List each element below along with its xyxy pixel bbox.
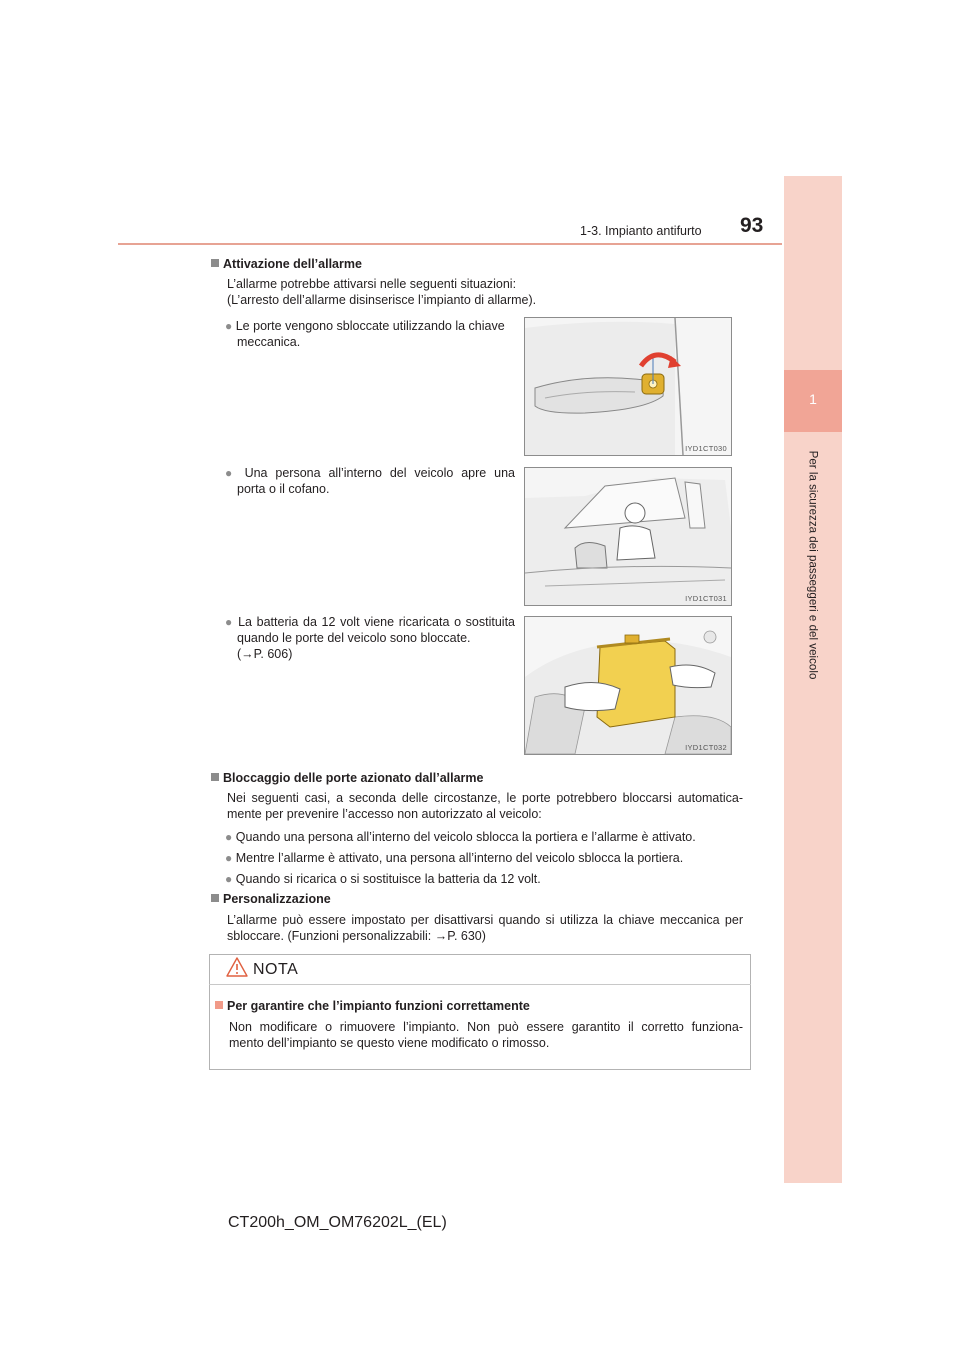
side-tab-band <box>784 176 842 1183</box>
note-text: Non modificare o rimuovere l’impianto. Non può essere garantito il corretto funziona- mento dell’impianto se questo viene modificato o rimosso. <box>229 1020 743 1050</box>
list-item: ● Una persona all’interno del veicolo apre una porta o il cofano. <box>225 466 515 496</box>
alarm-activation-title: Attivazione dell’allarme <box>223 257 362 271</box>
customization-text: L’allarme può essere impostato per disattivarsi quando si utilizza la chiave meccanica per sbloccare. (Funzioni personalizzabili: →P. 630) <box>227 913 743 943</box>
footer-manual-code: CT200h_OM_OM76202L_(EL) <box>228 1214 447 1231</box>
page-number: 93 <box>740 214 764 237</box>
side-tab-label-text: Per la sicurezza dei passeggeri e del veicolo <box>806 450 820 680</box>
round-bullet-icon: ● <box>225 872 233 886</box>
list-item: ● Quando si ricarica o si sostituisce la batteria da 12 volt. <box>225 872 541 886</box>
list-item: ● La batteria da 12 volt viene ricaricata o sostituita quando le porte del veicolo sono bloccate. (→P. 606) <box>225 615 516 661</box>
alarm-activation-heading <box>211 257 362 271</box>
figure-code: IYD1CT030 <box>685 444 727 453</box>
round-bullet-icon: ● <box>225 319 233 333</box>
section-title: 1-3. Impianto antifurto <box>580 224 702 238</box>
round-bullet-icon: ● <box>225 615 234 629</box>
chapter-tab[interactable]: 1 <box>784 370 842 432</box>
round-bullet-icon: ● <box>225 851 233 865</box>
page-reference[interactable]: (→P. 606) <box>237 647 293 661</box>
square-bullet-icon <box>211 894 219 902</box>
note-title: NOTA <box>253 961 299 978</box>
door-lock-intro: Nei seguenti casi, a seconda delle circostanze, le porte potrebbero bloccarsi automatica- mente per prevenire l’accesso non autorizzato al veicolo: <box>227 791 743 821</box>
square-bullet-icon <box>211 773 219 781</box>
figure-code: IYD1CT032 <box>685 743 727 752</box>
customization-title: Personalizzazione <box>223 892 331 906</box>
door-lock-title: Bloccaggio delle porte azionato dall’allarme <box>223 771 484 785</box>
square-bullet-icon <box>211 259 219 267</box>
header-divider <box>118 243 782 245</box>
list-item: ● Le porte vengono sbloccate utilizzando la chiave meccanica. <box>225 319 505 349</box>
alarm-activation-intro-2: (L’arresto dell’allarme disinserisce l’impianto di allarme). <box>227 293 537 307</box>
customization-heading <box>211 892 331 906</box>
figure-battery-replacement <box>524 616 732 755</box>
note-header-divider <box>209 984 751 985</box>
note-heading: Per garantire che l’impianto funzioni correttamente <box>215 999 530 1013</box>
square-bullet-icon <box>215 1001 223 1009</box>
list-item: ● Mentre l’allarme è attivato, una persona all’interno del veicolo sblocca la portiera. <box>225 851 684 865</box>
alarm-activation-intro-1: L’allarme potrebbe attivarsi nelle seguenti situazioni: <box>227 277 517 291</box>
door-lock-heading <box>211 771 483 785</box>
round-bullet-icon: ● <box>225 466 237 480</box>
list-item: ● Quando una persona all’interno del veicolo sblocca la portiera e l’allarme è attivato. <box>225 830 696 844</box>
figure-person-opening-door <box>524 467 732 606</box>
figure-door-key <box>524 317 732 456</box>
round-bullet-icon: ● <box>225 830 233 844</box>
figure-code: IYD1CT031 <box>685 594 727 603</box>
warning-icon <box>226 957 248 982</box>
